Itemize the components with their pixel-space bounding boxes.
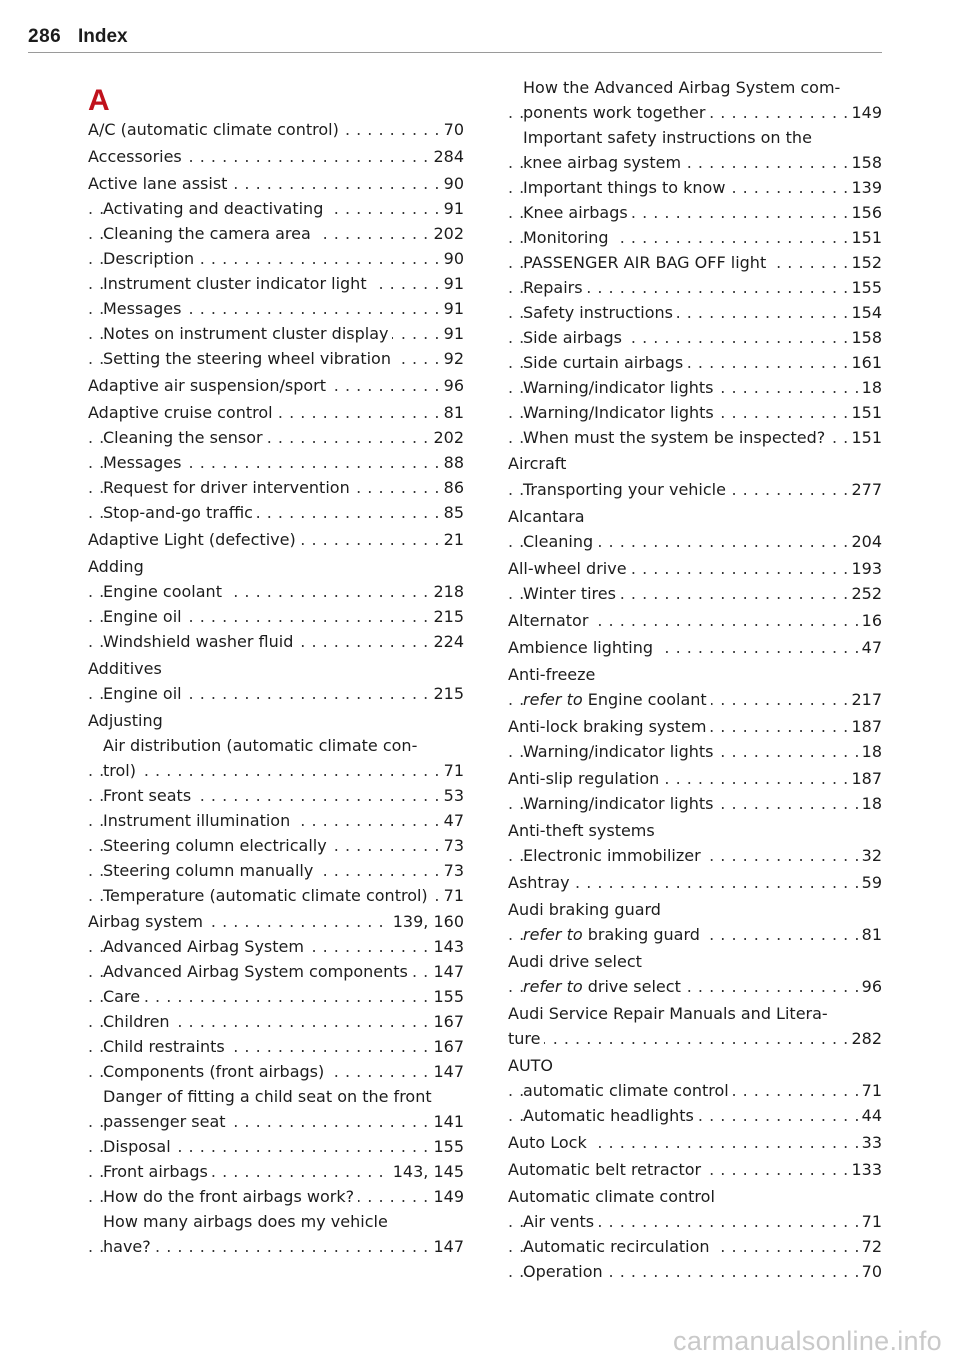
entry-term: How do the front airbags work?: [103, 1187, 358, 1206]
page-number: 286: [28, 26, 62, 47]
page-reference: 72: [858, 1235, 882, 1259]
cross-reference-target: braking guard: [587, 925, 700, 944]
index-subentry: [508, 1104, 882, 1128]
index-subentry: [508, 226, 882, 250]
index-subentry: [88, 884, 464, 908]
entry-term: Important safety instructions on the: [523, 128, 816, 147]
index-subentry: [508, 251, 882, 275]
cross-reference-label: refer to: [523, 925, 583, 944]
entry-term: Instrument illumination: [103, 811, 294, 830]
page-reference: 91: [440, 297, 464, 321]
index-entry: [508, 1002, 882, 1026]
page-reference: 158: [847, 326, 882, 350]
page-reference: 202: [429, 222, 464, 246]
index-subentry: [508, 176, 882, 200]
entry-term: Side curtain airbags: [523, 353, 687, 372]
index-subentry: [508, 844, 882, 868]
entry-term: How many airbags does my vehicle: [103, 1212, 392, 1231]
entry-term: Monitoring: [523, 228, 613, 247]
index-subentry: [88, 272, 464, 296]
page-reference: 215: [429, 605, 464, 629]
index-entry: [508, 452, 882, 476]
entry-term: Ashtray: [508, 873, 574, 892]
entry-term: Knee airbags: [523, 203, 632, 222]
index-subentry: [88, 1135, 464, 1159]
index-subentry: [508, 923, 882, 947]
page-reference: 215: [429, 682, 464, 706]
index-subentry: [88, 605, 464, 629]
index-entry: [508, 1185, 882, 1209]
index-subentry: [508, 101, 882, 125]
section-title: Index: [78, 26, 128, 47]
entry-term: Aircraft: [508, 454, 570, 473]
entry-term: Important things to know: [523, 178, 729, 197]
entry-term: [523, 925, 704, 944]
page-reference: 149: [429, 1185, 464, 1209]
entry-term: passenger seat: [103, 1112, 230, 1131]
cross-reference-label: refer to: [523, 977, 583, 996]
page-reference: 96: [858, 975, 882, 999]
page-reference: 139: [847, 176, 882, 200]
index-subentry: [88, 347, 464, 371]
page-reference: 282: [847, 1027, 882, 1051]
index-subentry: [508, 478, 882, 502]
index-subentry: [88, 1010, 464, 1034]
page-reference: 71: [440, 759, 464, 783]
index-subentry: [88, 784, 464, 808]
index-subentry: [88, 197, 464, 221]
index-subentry: [88, 834, 464, 858]
index-subentry: [88, 1035, 464, 1059]
entry-term: Setting the steering wheel vibration: [103, 349, 395, 368]
index-subentry: [88, 935, 464, 959]
index-entry: [508, 1054, 882, 1078]
entry-term: A/C (automatic climate control): [88, 120, 343, 139]
entry-term: Stop-and-go traffic: [103, 503, 257, 522]
index-entry: [88, 145, 464, 169]
page-reference: 193: [847, 557, 882, 581]
page-reference: 156: [847, 201, 882, 225]
page-reference: 204: [847, 530, 882, 554]
page-reference: 187: [847, 715, 882, 739]
page-reference: 161: [847, 351, 882, 375]
page-reference: 151: [847, 426, 882, 450]
entry-term: Anti-lock braking system: [508, 717, 710, 736]
page-reference: 53: [440, 784, 464, 808]
entry-term: Side airbags: [523, 328, 626, 347]
page-reference: 139, 160: [389, 910, 464, 934]
entry-term: Notes on instrument cluster display: [103, 324, 392, 343]
page-reference: 224: [429, 630, 464, 654]
entry-term: Cleaning: [523, 532, 597, 551]
index-subentry: [508, 401, 882, 425]
page-reference: 147: [429, 1235, 464, 1259]
index-subentry: [508, 426, 882, 450]
cross-reference-target: drive select: [587, 977, 681, 996]
entry-term: have?: [103, 1237, 155, 1256]
index-entry: [508, 819, 882, 843]
entry-term: Request for driver intervention: [103, 478, 354, 497]
entry-term: ture: [508, 1029, 544, 1048]
entry-term: [523, 977, 685, 996]
index-entry: [88, 172, 464, 196]
index-entry: [88, 374, 464, 398]
index-entry: [508, 1131, 882, 1155]
page-reference: 155: [429, 1135, 464, 1159]
page-reference: 143: [429, 935, 464, 959]
page-reference: 70: [440, 118, 464, 142]
entry-term: Winter tires: [523, 584, 620, 603]
entry-term: Warning/indicator lights: [523, 794, 717, 813]
letter-heading: A: [88, 84, 110, 117]
index-subentry: [88, 1210, 464, 1234]
page-reference: 167: [429, 1010, 464, 1034]
page-reference: 151: [847, 401, 882, 425]
page-reference: 143, 145: [389, 1160, 464, 1184]
page-header: [28, 26, 882, 53]
entry-term: knee airbag system: [523, 153, 685, 172]
page-reference: 18: [858, 740, 882, 764]
entry-term: Accessories: [88, 147, 186, 166]
index-subentry: [508, 792, 882, 816]
page-reference: 202: [429, 426, 464, 450]
entry-term: Messages: [103, 453, 185, 472]
page-reference: 86: [440, 476, 464, 500]
page-reference: 217: [847, 688, 882, 712]
page-reference: 187: [847, 767, 882, 791]
entry-term: Air vents: [523, 1212, 598, 1231]
entry-term: How the Advanced Airbag System com-: [523, 78, 844, 97]
cross-reference-label: refer to: [523, 690, 583, 709]
index-entry: [88, 657, 464, 681]
page-reference: 167: [429, 1035, 464, 1059]
page-reference: 154: [847, 301, 882, 325]
index-subentry: [508, 326, 882, 350]
entry-term: Transporting your vehicle: [523, 480, 730, 499]
entry-term: Alcantara: [508, 507, 589, 526]
entry-term: Cleaning the camera area: [103, 224, 315, 243]
index-subentry: [88, 1110, 464, 1134]
entry-term: Front airbags: [103, 1162, 212, 1181]
entry-term: Audi drive select: [508, 952, 646, 971]
index-subentry: [88, 476, 464, 500]
index-subentry: [508, 301, 882, 325]
page-reference: 147: [429, 1060, 464, 1084]
entry-term: Steering column manually: [103, 861, 317, 880]
page-reference: 71: [858, 1079, 882, 1103]
entry-term: Operation: [523, 1262, 607, 1281]
index-subentry: [508, 1210, 882, 1234]
index-subentry: [508, 276, 882, 300]
index-subentry: [88, 297, 464, 321]
entry-term: Activating and deactivating: [103, 199, 327, 218]
page-reference: 90: [440, 172, 464, 196]
entry-term: Ambience lighting: [508, 638, 657, 657]
index-entry: [508, 950, 882, 974]
index-entry: [88, 555, 464, 579]
index-entry: [88, 401, 464, 425]
index-subentry: [508, 740, 882, 764]
index-subentry: [88, 451, 464, 475]
watermark: carmanualsonline.info: [673, 1326, 942, 1356]
entry-term: Anti-freeze: [508, 665, 599, 684]
page-reference: 71: [858, 1210, 882, 1234]
page-reference: 33: [858, 1131, 882, 1155]
entry-term: Care: [103, 987, 144, 1006]
index-subentry: [508, 975, 882, 999]
entry-term: Additives: [88, 659, 166, 678]
entry-term: All-wheel drive: [508, 559, 631, 578]
index-subentry: [508, 688, 882, 712]
entry-term: Alternator: [508, 611, 592, 630]
page-reference: 147: [429, 960, 464, 984]
entry-term: Steering column electrically: [103, 836, 331, 855]
entry-term: Electronic immobilizer: [523, 846, 705, 865]
page-reference: 277: [847, 478, 882, 502]
index-subentry: [508, 351, 882, 375]
page-reference: 133: [847, 1158, 882, 1182]
page-reference: 91: [440, 197, 464, 221]
entry-term: Windshield washer fluid: [103, 632, 297, 651]
entry-term: Adaptive cruise control: [88, 403, 277, 422]
index-entry: [88, 910, 464, 934]
entry-term: Engine oil: [103, 684, 186, 703]
page-reference: 90: [440, 247, 464, 271]
page-reference: 81: [440, 401, 464, 425]
index-subentry: [88, 960, 464, 984]
index-subentry: [88, 322, 464, 346]
index-entry: [508, 505, 882, 529]
page-reference: 59: [858, 871, 882, 895]
entry-term: Description: [103, 249, 198, 268]
entry-term: Warning/indicator lights: [523, 742, 717, 761]
index-entry: [508, 715, 882, 739]
page-reference: 16: [858, 609, 882, 633]
entry-term: Engine oil: [103, 607, 186, 626]
entry-term: Automatic headlights: [523, 1106, 698, 1125]
entry-term: Cleaning the sensor: [103, 428, 267, 447]
page-reference: 18: [858, 376, 882, 400]
index-subentry: [508, 151, 882, 175]
page-reference: 155: [847, 276, 882, 300]
index-subentry: [88, 809, 464, 833]
index-subentry: [508, 1260, 882, 1284]
entry-term: Automatic belt retractor: [508, 1160, 705, 1179]
page-reference: 47: [440, 809, 464, 833]
entry-term: Adaptive air suspension/sport: [88, 376, 330, 395]
page-reference: 155: [429, 985, 464, 1009]
entry-term: automatic climate control: [523, 1081, 733, 1100]
entry-term: Engine coolant: [103, 582, 226, 601]
entry-term: Automatic recirculation: [523, 1237, 714, 1256]
index-subentry: [88, 247, 464, 271]
index-subentry: [88, 1085, 464, 1109]
index-entry: [88, 709, 464, 733]
page-reference: 152: [847, 251, 882, 275]
index-subentry: [88, 859, 464, 883]
page-reference: 73: [440, 834, 464, 858]
page-reference: 85: [440, 501, 464, 525]
index-subentry: [508, 1235, 882, 1259]
index-subentry: [88, 1160, 464, 1184]
page-reference: 91: [440, 272, 464, 296]
entry-term: AUTO: [508, 1056, 557, 1075]
index-subentry: [88, 734, 464, 758]
page-reference: 18: [858, 792, 882, 816]
page-reference: 44: [858, 1104, 882, 1128]
page-reference: 73: [440, 859, 464, 883]
page-reference: 218: [429, 580, 464, 604]
entry-term: Disposal: [103, 1137, 175, 1156]
entry-term: Adaptive Light (defective): [88, 530, 300, 549]
entry-term: Warning/indicator lights: [523, 378, 717, 397]
entry-term: Auto Lock: [508, 1133, 591, 1152]
index-subentry: [508, 76, 882, 100]
index-subentry: [88, 1185, 464, 1209]
entry-term: Child restraints: [103, 1037, 229, 1056]
entry-term: Instrument cluster indicator light: [103, 274, 371, 293]
page-reference: 252: [847, 582, 882, 606]
index-subentry: [508, 201, 882, 225]
index-subentry: [508, 582, 882, 606]
entry-term: Messages: [103, 299, 185, 318]
index-subentry: [508, 126, 882, 150]
entry-term: Advanced Airbag System components: [103, 962, 412, 981]
index-subentry: [88, 682, 464, 706]
entry-term: Temperature (automatic climate control): [103, 886, 432, 905]
index-subentry: [508, 376, 882, 400]
page-reference: 88: [440, 451, 464, 475]
entry-term: Active lane assist: [88, 174, 231, 193]
page-reference: 71: [440, 884, 464, 908]
page-reference: 96: [440, 374, 464, 398]
index-subentry: [88, 985, 464, 1009]
page-reference: 91: [440, 322, 464, 346]
entry-term: Air distribution (automatic climate con-: [103, 736, 421, 755]
entry-term: Children: [103, 1012, 174, 1031]
entry-term: Danger of fitting a child seat on the front: [103, 1087, 436, 1106]
index-subentry: [508, 1079, 882, 1103]
page-reference: 149: [847, 101, 882, 125]
entry-term: Components (front airbags): [103, 1062, 328, 1081]
page-reference: 32: [858, 844, 882, 868]
page-reference: 81: [858, 923, 882, 947]
page-reference: 21: [440, 528, 464, 552]
page-reference: 70: [858, 1260, 882, 1284]
index-entry: [508, 557, 882, 581]
entry-term: ponents work together: [523, 103, 709, 122]
entry-term: Front seats: [103, 786, 195, 805]
entry-term: Safety instructions: [523, 303, 677, 322]
index-subentry: [88, 1060, 464, 1084]
page-reference: 47: [858, 636, 882, 660]
entry-term: When must the system be inspected?: [523, 428, 829, 447]
index-subentry: [88, 501, 464, 525]
entry-term: Audi Service Repair Manuals and Litera-: [508, 1004, 832, 1023]
index-entry: [508, 898, 882, 922]
page-reference: 141: [429, 1110, 464, 1134]
page-reference: 92: [440, 347, 464, 371]
entry-term: [523, 690, 711, 709]
index-entry: [88, 118, 464, 142]
page-reference: 284: [429, 145, 464, 169]
index-subentry: [88, 426, 464, 450]
cross-reference-target: Engine coolant: [587, 690, 707, 709]
index-entry: [508, 636, 882, 660]
entry-term: PASSENGER AIR BAG OFF light: [523, 253, 770, 272]
index-entry: [508, 871, 882, 895]
entry-term: Anti-slip regulation: [508, 769, 663, 788]
entry-term: Repairs: [523, 278, 587, 297]
index-subentry: [88, 222, 464, 246]
entry-term: Automatic climate control: [508, 1187, 719, 1206]
entry-term: Anti-theft systems: [508, 821, 659, 840]
index-subentry: [88, 1235, 464, 1259]
index-subentry: [508, 530, 882, 554]
entry-term: Audi braking guard: [508, 900, 665, 919]
entry-term: Airbag system: [88, 912, 207, 931]
index-entry: [508, 1158, 882, 1182]
entry-term: Adjusting: [88, 711, 167, 730]
index-subentry: [88, 759, 464, 783]
index-entry: [508, 1027, 882, 1051]
entry-term: Advanced Airbag System: [103, 937, 308, 956]
entry-term: trol): [103, 761, 140, 780]
index-entry: [508, 767, 882, 791]
index-entry: [88, 528, 464, 552]
index-entry: [508, 663, 882, 687]
index-subentry: [88, 580, 464, 604]
entry-term: Warning/Indicator lights: [523, 403, 718, 422]
entry-term: Adding: [88, 557, 148, 576]
index-entry: [508, 609, 882, 633]
page-reference: 151: [847, 226, 882, 250]
page-reference: 158: [847, 151, 882, 175]
index-subentry: [88, 630, 464, 654]
